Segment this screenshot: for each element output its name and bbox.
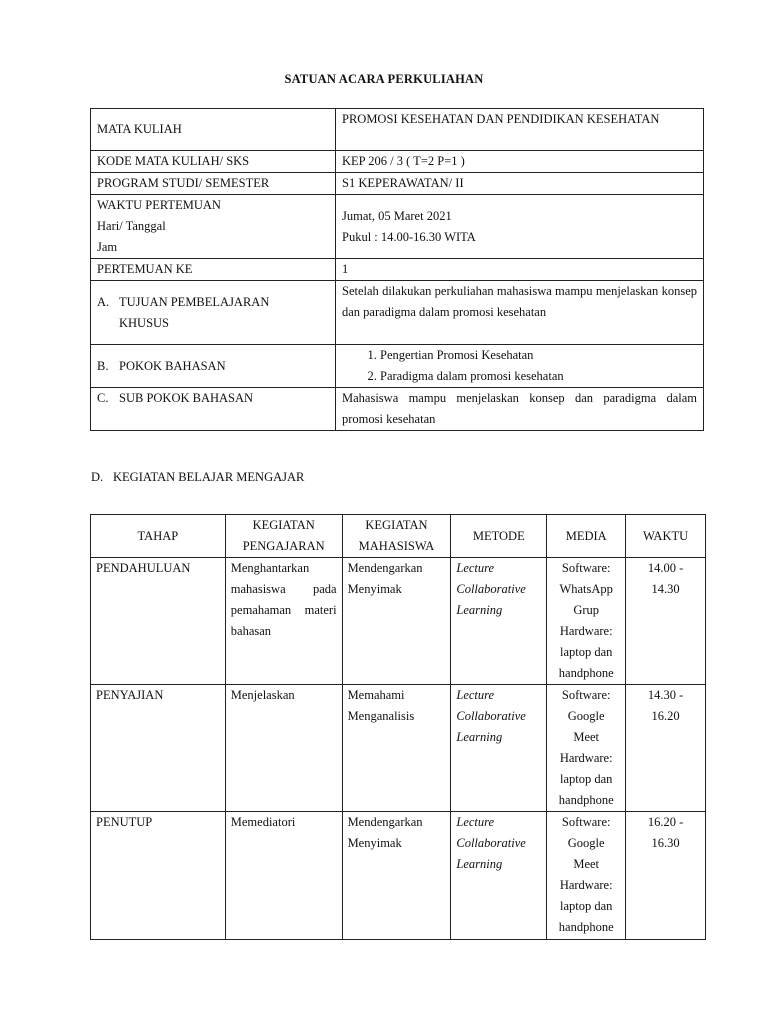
sub-cell xyxy=(91,388,336,431)
pokok-cell xyxy=(91,345,336,388)
table-row xyxy=(91,812,706,940)
mata-kuliah-value: PROMOSI KESEHATAN DAN PENDIDIKAN KESEHATAN xyxy=(336,109,704,151)
pengajaran-cell: Menghantarkan mahasiswa pada pemahaman materi bahasan xyxy=(225,558,342,685)
table-row xyxy=(91,685,706,812)
metode-line: Learning xyxy=(456,857,503,871)
pokok-list-cell xyxy=(336,345,704,388)
waktu-line: 14.30 - xyxy=(647,688,684,702)
section-d-letter: D. xyxy=(91,470,104,484)
metode-cell xyxy=(451,812,547,940)
media-line: WhatsApp xyxy=(559,582,613,596)
table-row xyxy=(91,558,706,685)
media-line: Software: xyxy=(561,688,611,702)
header-tahap: TAHAP xyxy=(91,515,226,558)
waktu-value-cell xyxy=(336,195,704,259)
mahasiswa-line: Menyimak xyxy=(347,836,402,850)
header-media: MEDIA xyxy=(547,515,626,558)
sub-label: SUB POKOK BAHASAN xyxy=(119,391,254,405)
waktu-line: 14.00 - xyxy=(647,561,684,575)
metode-line: Lecture xyxy=(456,561,495,575)
mahasiswa-line: Menganalisis xyxy=(347,709,415,723)
media-line: Google xyxy=(567,836,605,850)
tahap-cell: PENYAJIAN xyxy=(91,685,226,812)
tujuan-label: TUJUAN PEMBELAJARAN KHUSUS xyxy=(119,294,270,330)
pertemuan-value: 1 xyxy=(336,259,704,281)
waktu-line: 16.20 xyxy=(651,709,680,723)
pokok-label: POKOK BAHASAN xyxy=(119,358,226,373)
kode-label: KODE MATA KULIAH/ SKS xyxy=(91,151,336,173)
media-cell xyxy=(547,558,626,685)
pukul-value: Pukul : 14.00-16.30 WITA xyxy=(342,229,476,244)
course-info-table xyxy=(90,108,704,431)
list-item: 2. Paradigma dalam promosi kesehatan xyxy=(380,366,697,387)
section-d-heading xyxy=(91,470,304,485)
tujuan-letter: A. xyxy=(97,294,110,309)
metode-cell xyxy=(451,558,547,685)
prodi-label: PROGRAM STUDI/ SEMESTER xyxy=(91,173,336,195)
tanggal-value: Jumat, 05 Maret 2021 xyxy=(342,208,452,223)
media-line: laptop dan xyxy=(559,772,613,786)
mahasiswa-line: Memahami xyxy=(347,688,405,702)
pokok-list xyxy=(342,345,697,387)
media-line: Meet xyxy=(573,730,600,744)
waktu-line: 16.30 xyxy=(651,836,680,850)
waktu-line: 14.30 xyxy=(651,582,680,596)
metode-line: Lecture xyxy=(456,688,495,702)
section-d-title: KEGIATAN BELAJAR MENGAJAR xyxy=(113,470,305,484)
media-line: Google xyxy=(567,709,605,723)
metode-line: Collaborative xyxy=(456,709,526,723)
list-item: 1. Pengertian Promosi Kesehatan xyxy=(380,345,697,366)
sub-value: Mahasiswa mampu menjelaskan konsep dan paradigma dalam promosi kesehatan xyxy=(336,388,704,431)
metode-line: Learning xyxy=(456,603,503,617)
waktu-cell xyxy=(626,685,706,812)
prodi-value: S1 KEPERAWATAN/ II xyxy=(336,173,704,195)
document-title: SATUAN ACARA PERKULIAHAN xyxy=(284,72,484,86)
media-line: handphone xyxy=(558,793,614,807)
header-mahasiswa: KEGIATAN MAHASISWA xyxy=(342,515,451,558)
media-line: Hardware: xyxy=(559,878,613,892)
metode-cell xyxy=(451,685,547,812)
metode-line: Lecture xyxy=(456,815,495,829)
tujuan-cell xyxy=(91,281,336,345)
waktu-label: WAKTU PERTEMUAN xyxy=(97,198,221,212)
kode-value: KEP 206 / 3 ( T=2 P=1 ) xyxy=(336,151,704,173)
mahasiswa-line: Mendengarkan xyxy=(347,561,423,575)
pengajaran-cell: Memediatori xyxy=(225,812,342,940)
waktu-cell xyxy=(626,812,706,940)
tahap-cell: PENDAHULUAN xyxy=(91,558,226,685)
tujuan-value: Setelah dilakukan perkuliahan mahasiswa mampu menjelaskan konsep dan paradigma dalam promosi kesehatan xyxy=(336,281,704,345)
media-line: Meet xyxy=(573,857,600,871)
media-line: Software: xyxy=(561,561,611,575)
metode-line: Collaborative xyxy=(456,582,526,596)
media-line: handphone xyxy=(558,920,614,934)
media-line: Grup xyxy=(573,603,600,617)
metode-line: Learning xyxy=(456,730,503,744)
media-line: Software: xyxy=(561,815,611,829)
metode-line: Collaborative xyxy=(456,836,526,850)
pengajaran-cell: Menjelaskan xyxy=(225,685,342,812)
mahasiswa-line: Menyimak xyxy=(347,582,402,596)
mahasiswa-line: Mendengarkan xyxy=(347,815,423,829)
header-metode: METODE xyxy=(451,515,547,558)
mata-kuliah-label: MATA KULIAH xyxy=(91,109,336,151)
media-cell xyxy=(547,812,626,940)
kbm-table xyxy=(90,514,706,940)
media-line: laptop dan xyxy=(559,899,613,913)
media-line: Hardware: xyxy=(559,751,613,765)
header-waktu: WAKTU xyxy=(626,515,706,558)
media-cell xyxy=(547,685,626,812)
waktu-cell xyxy=(91,195,336,259)
hari-label: Hari/ Tanggal xyxy=(97,219,166,233)
waktu-cell xyxy=(626,558,706,685)
mahasiswa-cell xyxy=(342,812,451,940)
media-line: Hardware: xyxy=(559,624,613,638)
jam-label: Jam xyxy=(97,240,118,254)
tahap-cell: PENUTUP xyxy=(91,812,226,940)
pokok-letter: B. xyxy=(97,358,109,373)
mahasiswa-cell xyxy=(342,558,451,685)
media-line: handphone xyxy=(558,666,614,680)
pertemuan-label: PERTEMUAN KE xyxy=(91,259,336,281)
waktu-line: 16.20 - xyxy=(647,815,684,829)
header-pengajaran: KEGIATAN PENGAJARAN xyxy=(225,515,342,558)
mahasiswa-cell xyxy=(342,685,451,812)
media-line: laptop dan xyxy=(559,645,613,659)
sub-letter: C. xyxy=(97,391,109,405)
